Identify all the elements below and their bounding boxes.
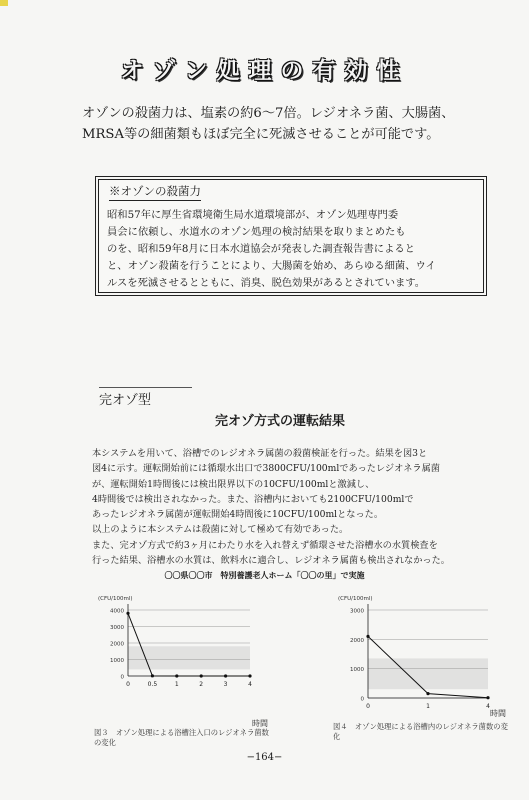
- body-line: 図4に示す。運転開始前には循環水出口で3800CFU/100mlであったレジオネラ属菌: [92, 463, 440, 475]
- x-axis-label: 時間: [490, 709, 506, 718]
- chart-figure-3: [90, 588, 270, 738]
- data-point: [151, 674, 154, 677]
- body-line: 本システムを用いて、浴槽でのレジオネラ属菌の殺菌検証を行った。結果を図3と: [92, 448, 428, 459]
- y-tick-label: 0: [360, 696, 364, 703]
- box-heading: ※オゾンの殺菌力: [109, 183, 201, 201]
- y-tick-label: 1000: [350, 667, 364, 674]
- body-line: 以上のように本システムは殺菌に対して極めて有効であった。: [92, 524, 349, 536]
- data-point: [126, 612, 129, 615]
- data-point: [426, 692, 429, 695]
- plot-shaded-band: [128, 646, 250, 669]
- page-number: −164−: [246, 752, 283, 763]
- x-tick-label: 0: [126, 681, 130, 688]
- y-tick-label: 3000: [110, 625, 124, 631]
- y-axis-label: (CFU/100ml): [338, 596, 373, 602]
- y-tick-label: 2000: [110, 641, 124, 648]
- data-point: [248, 674, 251, 677]
- ozone-sterilization-box: [98, 179, 484, 293]
- page-title: オゾン処理の有効性: [120, 58, 409, 84]
- results-paragraph: [92, 446, 512, 568]
- corner-tab: [0, 0, 8, 6]
- chart-figure-4: [328, 588, 508, 738]
- box-line: と、オゾン殺菌を行うことにより、大腸菌を始め、あらゆる細菌、ウイ: [107, 260, 436, 272]
- box-line: のを、昭和59年8月に日本水道協会が発表した調査報告書によると: [107, 243, 415, 255]
- x-tick-label: 4: [486, 703, 490, 710]
- x-tick-label: 4: [248, 681, 252, 688]
- box-body: [107, 207, 479, 292]
- figure-4-caption: 図４ オゾン処理による浴槽内のレジオネラ菌数の変化: [333, 722, 508, 741]
- body-line: 4時間後では検出されなかった。また、浴槽内においても2100CFU/100mlで: [92, 493, 414, 505]
- x-tick-label: 3: [223, 681, 228, 688]
- section-subtitle: 完オゾ方式の運転結果: [215, 414, 346, 429]
- data-point: [200, 674, 203, 677]
- intro-line: オゾンの殺菌力は、塩素の約6～7倍。レジオネラ菌、大腸菌、: [82, 106, 455, 121]
- intro-line: MRSA等の細菌類もほぼ完全に死滅させることが可能です。: [82, 127, 440, 142]
- x-axis-label: 時間: [252, 719, 268, 728]
- y-tick-label: 2000: [350, 637, 364, 644]
- x-tick-label: 0.5: [147, 681, 158, 688]
- x-tick-label: 2: [199, 681, 204, 688]
- y-tick-label: 0: [120, 674, 124, 681]
- y-tick-label: 3000: [350, 608, 364, 615]
- intro-paragraph: [82, 103, 522, 145]
- body-line: また、完オゾ方式で約3ヶ月にわたり水を入れ替えず循環させた浴槽水の水質検査を: [92, 539, 438, 551]
- box-line: 員会に依頼し、水道水のオゾン処理の検討結果を取りまとめたも: [107, 226, 406, 238]
- figure-3-caption: 図３ オゾン処理による浴槽注入口のレジオネラ菌数の変化: [94, 728, 269, 747]
- x-tick-label: 0: [366, 703, 370, 710]
- body-line: 行った結果、浴槽水の水質は、飲料水に適合し、レジオネラ属菌も検出されなかった。: [92, 555, 450, 567]
- y-tick-label: 4000: [110, 608, 124, 615]
- section-label: 完オゾ型: [99, 387, 192, 408]
- x-tick-label: 1: [426, 703, 430, 710]
- plot-shaded-band: [368, 658, 488, 689]
- box-line: 昭和57年に厚生省環境衛生局水道環境部が、オゾン処理専門委: [107, 209, 399, 221]
- y-tick-label: 1000: [110, 658, 124, 664]
- body-line: が、運転開始1時間後には検出限界以下の10CFU/100mlと激減し、: [92, 478, 375, 490]
- x-tick-label: 1: [174, 681, 179, 688]
- data-point: [366, 635, 369, 638]
- body-line: あったレジオネラ属菌が運転開始4時間後に10CFU/100mlとなった。: [92, 509, 384, 521]
- y-axis-label: (CFU/100ml): [98, 596, 133, 602]
- data-point: [486, 696, 489, 699]
- data-point: [175, 674, 178, 677]
- data-point: [224, 674, 227, 677]
- box-line: ルスを死滅させるとともに、消臭、脱色効果があるとされています。: [107, 277, 426, 289]
- chart-header: 〇〇県〇〇市 特別養護老人ホーム「〇〇の里」で実施: [164, 571, 365, 580]
